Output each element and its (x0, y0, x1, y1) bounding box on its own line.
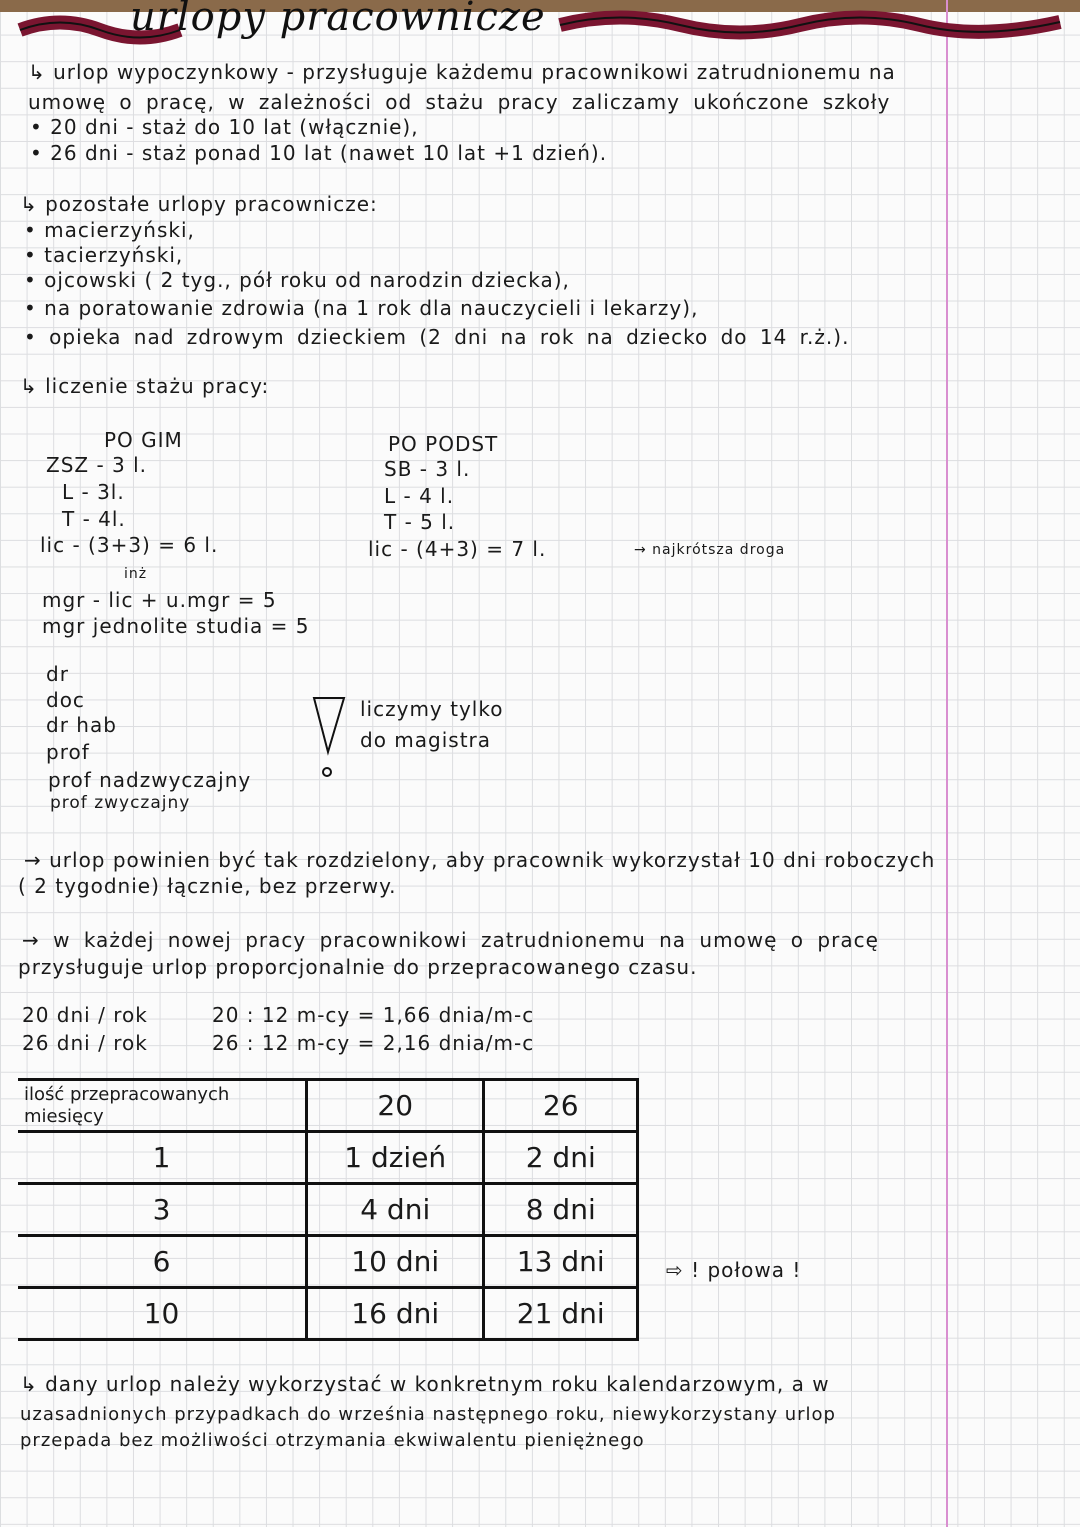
text-line: → urlop powinien być tak rozdzielony, aby pracownik wykorzystał 10 dni roboczych (24, 848, 936, 872)
cell: 16 dni (307, 1288, 484, 1340)
bullet: • tacierzyński, (24, 243, 184, 267)
cell: 21 dni (484, 1288, 638, 1340)
table-row (18, 1236, 638, 1288)
margin-line (946, 0, 948, 1527)
bullet: • ojcowski ( 2 tyg., pół roku od narodzin dziecka), (24, 268, 570, 292)
degree: dr (46, 662, 69, 686)
header-cell: ilość przepracowanych miesięcy (18, 1080, 307, 1132)
text-line: umowę o pracę, w zależności od stażu pracy zaliczamy ukończone szkoły (28, 90, 891, 114)
page-title: urlopy pracownicze (130, 0, 546, 40)
text-line: ↳ urlop wypoczynkowy - przysługuje każdemu pracownikowi zatrudnionemu na (28, 60, 896, 84)
section-heading: ↳ pozostałe urlopy pracownicze: (20, 192, 378, 216)
text-line: L - 4 l. (384, 484, 455, 508)
rate-label: 20 dni / rok (22, 1003, 148, 1027)
text-line: lic - (4+3) = 7 l. (368, 537, 547, 561)
cell: 1 dzień (307, 1132, 484, 1184)
degree: prof (46, 740, 90, 764)
table-header (18, 1080, 638, 1132)
bullet: • na poratowanie zdrowia (na 1 rok dla nauczycieli i lekarzy), (24, 296, 699, 320)
text-line: → w każdej nowej pracy pracownikowi zatrudnionemu na umowę o pracę (22, 928, 879, 952)
header-cell: 20 (307, 1080, 484, 1132)
table-row (18, 1288, 638, 1340)
rate-label: 26 dni / rok (22, 1031, 148, 1055)
bullet: • 26 dni - staż ponad 10 lat (nawet 10 lat +1 dzień). (30, 141, 608, 165)
cell: 3 (18, 1184, 307, 1236)
annotation: inż (124, 566, 148, 582)
text-line: ↳ dany urlop należy wykorzystać w konkretnym roku kalendarzowym, a w (20, 1372, 830, 1396)
cell: 1 (18, 1132, 307, 1184)
title-banner (0, 0, 1080, 60)
cell: 10 dni (307, 1236, 484, 1288)
cell: 8 dni (484, 1184, 638, 1236)
warning-text: do magistra (360, 728, 492, 752)
table-row (18, 1184, 638, 1236)
text-line: przepada bez możliwości otrzymania ekwiwalentu pieniężnego (20, 1430, 645, 1451)
section-heading: ↳ liczenie stażu pracy: (20, 374, 270, 398)
text-line: przysługuje urlop proporcjonalnie do przepracowanego czasu. (18, 955, 698, 979)
cell: 4 dni (307, 1184, 484, 1236)
text-line: mgr jednolite studia = 5 (42, 614, 310, 638)
column-heading: PO GIM (104, 428, 183, 452)
bullet: • macierzyński, (24, 218, 195, 242)
cell: 2 dni (484, 1132, 638, 1184)
degree: prof nadzwyczajny (48, 768, 252, 792)
text-line: uzasadnionych przypadkach do września następnego roku, niewykorzystany urlop (20, 1404, 836, 1425)
text-line: lic - (3+3) = 6 l. (40, 533, 219, 557)
bullet: • opieka nad zdrowym dzieckiem (2 dni na rok na dziecko do 14 r.ż.). (24, 325, 850, 349)
table-row (18, 1132, 638, 1184)
vacation-table (18, 1078, 639, 1341)
degree: prof zwyczajny (50, 793, 191, 813)
column-heading: PO PODST (388, 432, 499, 456)
text-line: T - 5 l. (384, 510, 456, 534)
text-line: ZSZ - 3 l. (46, 453, 148, 477)
annotation: → najkrótsza droga (634, 542, 786, 558)
cell: 10 (18, 1288, 307, 1340)
table-note: ⇨ ! połowa ! (666, 1258, 802, 1282)
degree: doc (46, 688, 85, 712)
cell: 13 dni (484, 1236, 638, 1288)
bullet: • 20 dni - staż do 10 lat (włącznie), (30, 115, 419, 139)
text-line: ( 2 tygodnie) łącznie, bez przerwy. (18, 874, 397, 898)
rate-calc: 26 : 12 m-cy = 2,16 dnia/m-c (212, 1031, 535, 1055)
degree: dr hab (46, 713, 117, 737)
text-line: mgr - lic + u.mgr = 5 (42, 588, 277, 612)
warning-icon (310, 694, 350, 784)
cell: 6 (18, 1236, 307, 1288)
rate-calc: 20 : 12 m-cy = 1,66 dnia/m-c (212, 1003, 535, 1027)
text-line: T - 4l. (62, 507, 126, 531)
text-line: L - 3l. (62, 480, 125, 504)
text-line: SB - 3 l. (384, 457, 471, 481)
header-cell: 26 (484, 1080, 638, 1132)
warning-text: liczymy tylko (360, 697, 504, 721)
